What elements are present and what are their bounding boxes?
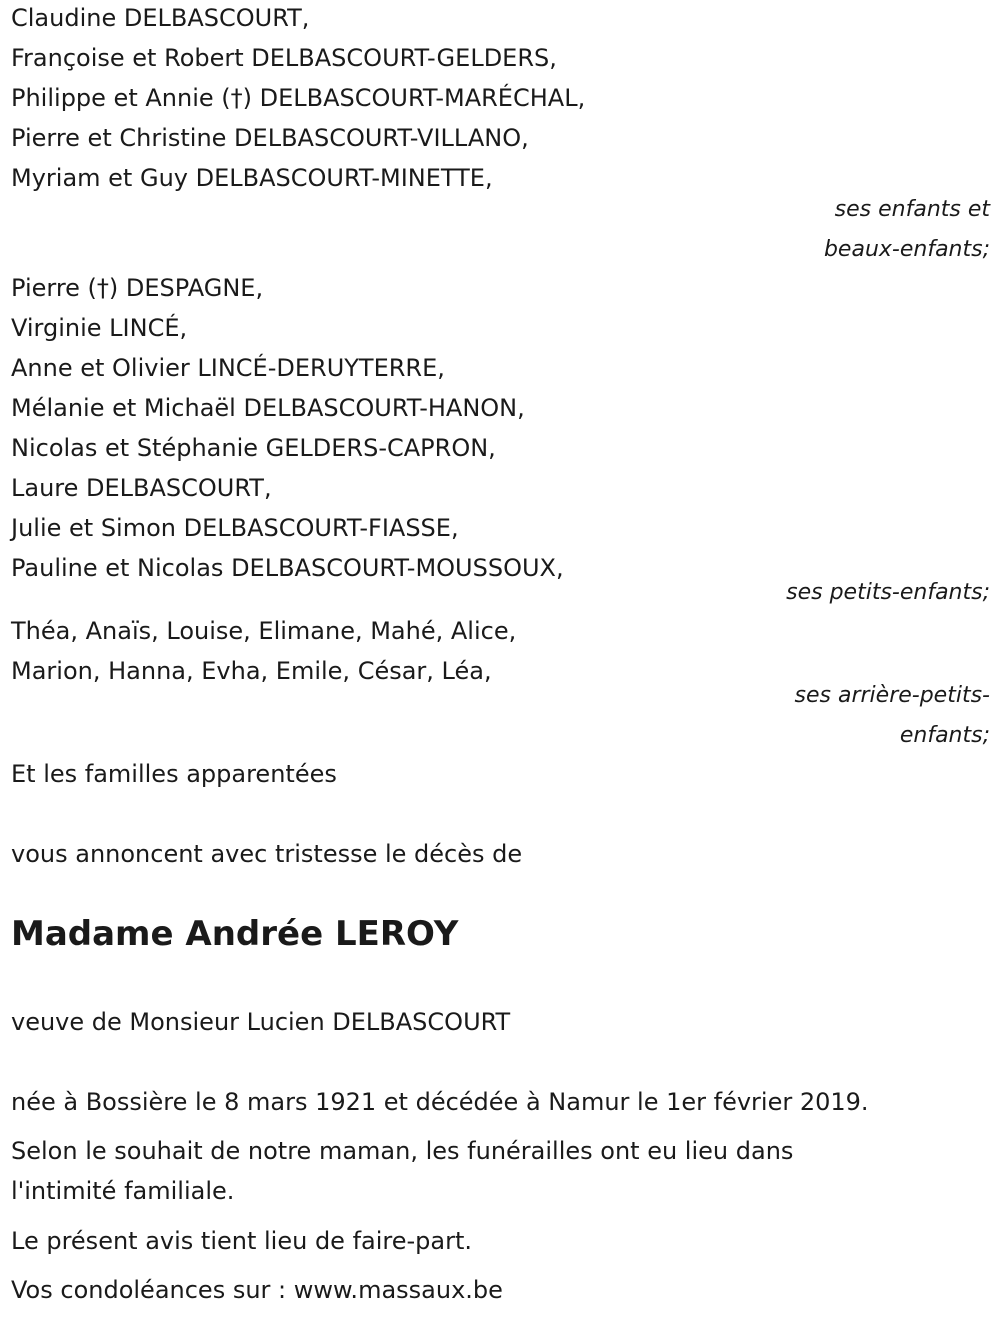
list-item: Myriam et Guy DELBASCOURT-MINETTE, — [11, 164, 493, 192]
notice-line: Le présent avis tient lieu de faire-part. — [11, 1227, 473, 1255]
grandchildren-list — [11, 268, 564, 588]
great-grandchildren-label — [795, 676, 990, 756]
label-line: ses enfants et — [834, 197, 990, 222]
children-label — [824, 190, 990, 270]
children-list — [11, 0, 585, 198]
list-item: Mélanie et Michaël DELBASCOURT-HANON, — [11, 394, 525, 422]
list-item: Nicolas et Stéphanie GELDERS-CAPRON, — [11, 434, 496, 462]
families-line: Et les familles apparentées — [11, 760, 337, 788]
list-item: Claudine DELBASCOURT, — [11, 4, 310, 32]
announce-line: vous annoncent avec tristesse le décès de — [11, 840, 523, 868]
list-item: Pierre (†) DESPAGNE, — [11, 274, 264, 302]
label-line: enfants; — [899, 723, 990, 748]
list-item: Virginie LINCÉ, — [11, 314, 188, 342]
great-grandchildren-list — [11, 611, 516, 691]
deceased-name: Madame Andrée LEROY — [11, 914, 459, 954]
list-item: Françoise et Robert DELBASCOURT-GELDERS, — [11, 44, 557, 72]
list-item: Julie et Simon DELBASCOURT-FIASSE, — [11, 514, 459, 542]
funeral-line-2: l'intimité familiale. — [11, 1177, 235, 1205]
list-item: Laure DELBASCOURT, — [11, 474, 272, 502]
label-line: ses arrière-petits- — [794, 683, 990, 708]
label-line: beaux-enfants; — [823, 237, 990, 262]
list-item: Anne et Olivier LINCÉ-DERUYTERRE, — [11, 354, 445, 382]
widow-line: veuve de Monsieur Lucien DELBASCOURT — [11, 1008, 511, 1036]
list-item: Pierre et Christine DELBASCOURT-VILLANO, — [11, 124, 529, 152]
list-item: Pauline et Nicolas DELBASCOURT-MOUSSOUX, — [11, 554, 564, 582]
list-item: Philippe et Annie (†) DELBASCOURT-MARÉCHAL, — [11, 84, 586, 112]
condolences-line: Vos condoléances sur : www.massaux.be — [11, 1276, 503, 1304]
list-item: Marion, Hanna, Evha, Emile, César, Léa, — [11, 657, 492, 685]
list-item: Théa, Anaïs, Louise, Elimane, Mahé, Alice, — [11, 617, 517, 645]
funeral-line-1: Selon le souhait de notre maman, les funérailles ont eu lieu dans — [11, 1137, 794, 1165]
grandchildren-label: ses petits-enfants; — [786, 580, 990, 605]
birth-death-line: née à Bossière le 8 mars 1921 et décédée à Namur le 1er février 2019. — [11, 1088, 869, 1116]
